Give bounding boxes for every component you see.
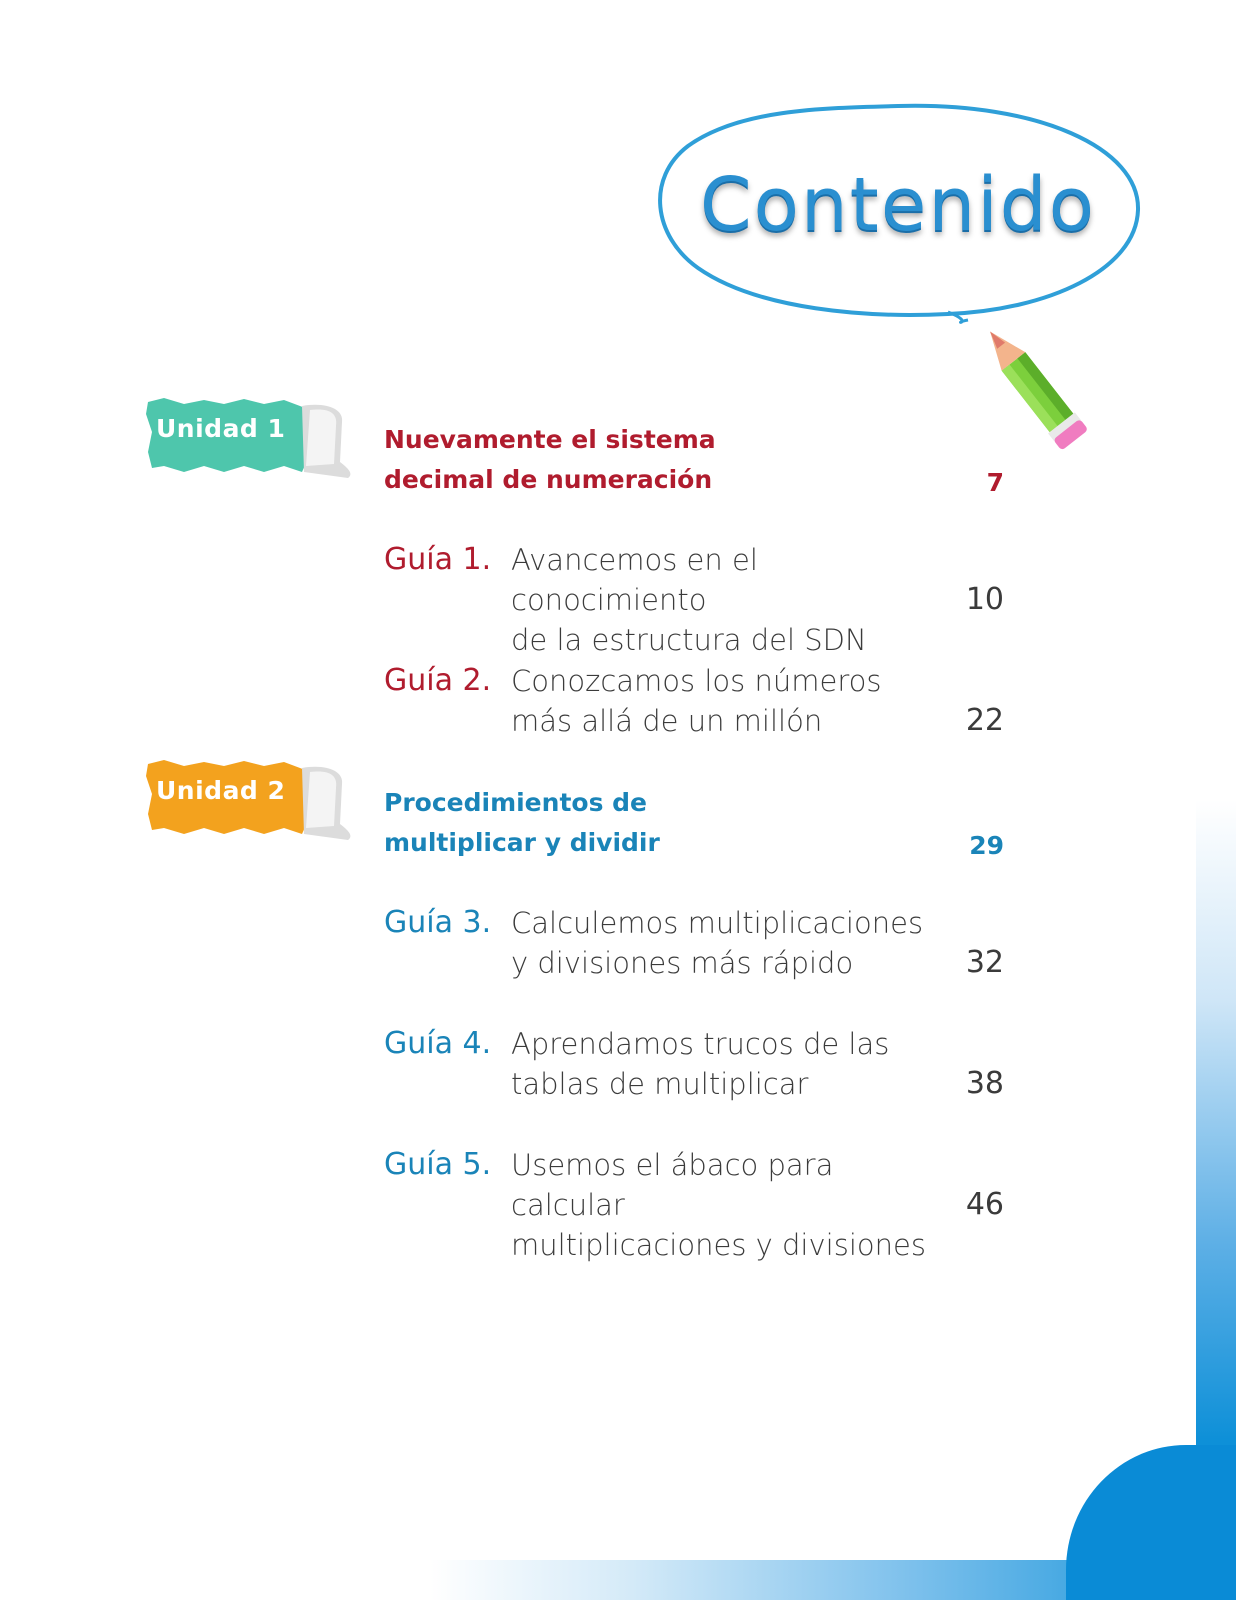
unit-2-tab bbox=[144, 754, 358, 850]
guide-2-title bbox=[511, 661, 951, 741]
guide-5-title-line1: Usemos el ábaco para calcular bbox=[511, 1148, 834, 1222]
page-title: Contenido bbox=[699, 162, 1097, 248]
guide-3-label: Guía 3. bbox=[384, 905, 492, 940]
guide-1-label: Guía 1. bbox=[384, 542, 492, 577]
guide-2-title-line2: más allá de un millón bbox=[511, 704, 823, 738]
guide-5-title-line2: multiplicaciones y divisiones bbox=[511, 1228, 926, 1262]
unit-2-title-line1: Procedimientos de bbox=[384, 788, 648, 817]
guide-1-title-line2: de la estructura del SDN bbox=[511, 623, 867, 657]
guide-4-title-line1: Aprendamos trucos de las bbox=[511, 1027, 890, 1061]
guide-4-page-number: 38 bbox=[965, 1066, 1004, 1101]
guide-4-title bbox=[511, 1024, 951, 1104]
guide-4-label: Guía 4. bbox=[384, 1026, 492, 1061]
guide-3-title bbox=[511, 903, 951, 983]
unit-1-title bbox=[384, 420, 1004, 500]
unit-1-page-number: 7 bbox=[986, 468, 1004, 497]
guide-2-title-line1: Conozcamos los números bbox=[511, 664, 882, 698]
unit-2-title-line2: multiplicar y dividir bbox=[384, 828, 660, 857]
guide-4-title-line2: tablas de multiplicar bbox=[511, 1067, 809, 1101]
unit-2-page-number: 29 bbox=[969, 831, 1004, 860]
guide-5-label: Guía 5. bbox=[384, 1147, 492, 1182]
guide-3-page-number: 32 bbox=[965, 945, 1004, 980]
guide-3-title-line2: y divisiones más rápido bbox=[511, 946, 854, 980]
guide-5-page-number: 46 bbox=[965, 1187, 1004, 1222]
unit-1-title-line2: decimal de numeración bbox=[384, 465, 713, 494]
unit-2-label: Unidad 2 bbox=[156, 776, 286, 805]
guide-2-page-number: 22 bbox=[965, 703, 1004, 738]
unit-1-tab bbox=[144, 392, 358, 488]
guide-2-label: Guía 2. bbox=[384, 663, 492, 698]
unit-2-title bbox=[384, 783, 1004, 863]
unit-1-label: Unidad 1 bbox=[156, 414, 286, 443]
guide-1-title bbox=[511, 540, 951, 660]
decorative-corner-shape bbox=[1066, 1445, 1236, 1600]
guide-1-page-number: 10 bbox=[965, 582, 1004, 617]
guide-5-title bbox=[511, 1145, 951, 1265]
unit-1-title-line1: Nuevamente el sistema bbox=[384, 425, 716, 454]
title-bubble bbox=[648, 98, 1148, 330]
guide-1-title-line1: Avancemos en el conocimiento bbox=[511, 543, 758, 617]
guide-3-title-line1: Calculemos multiplicaciones bbox=[511, 906, 924, 940]
